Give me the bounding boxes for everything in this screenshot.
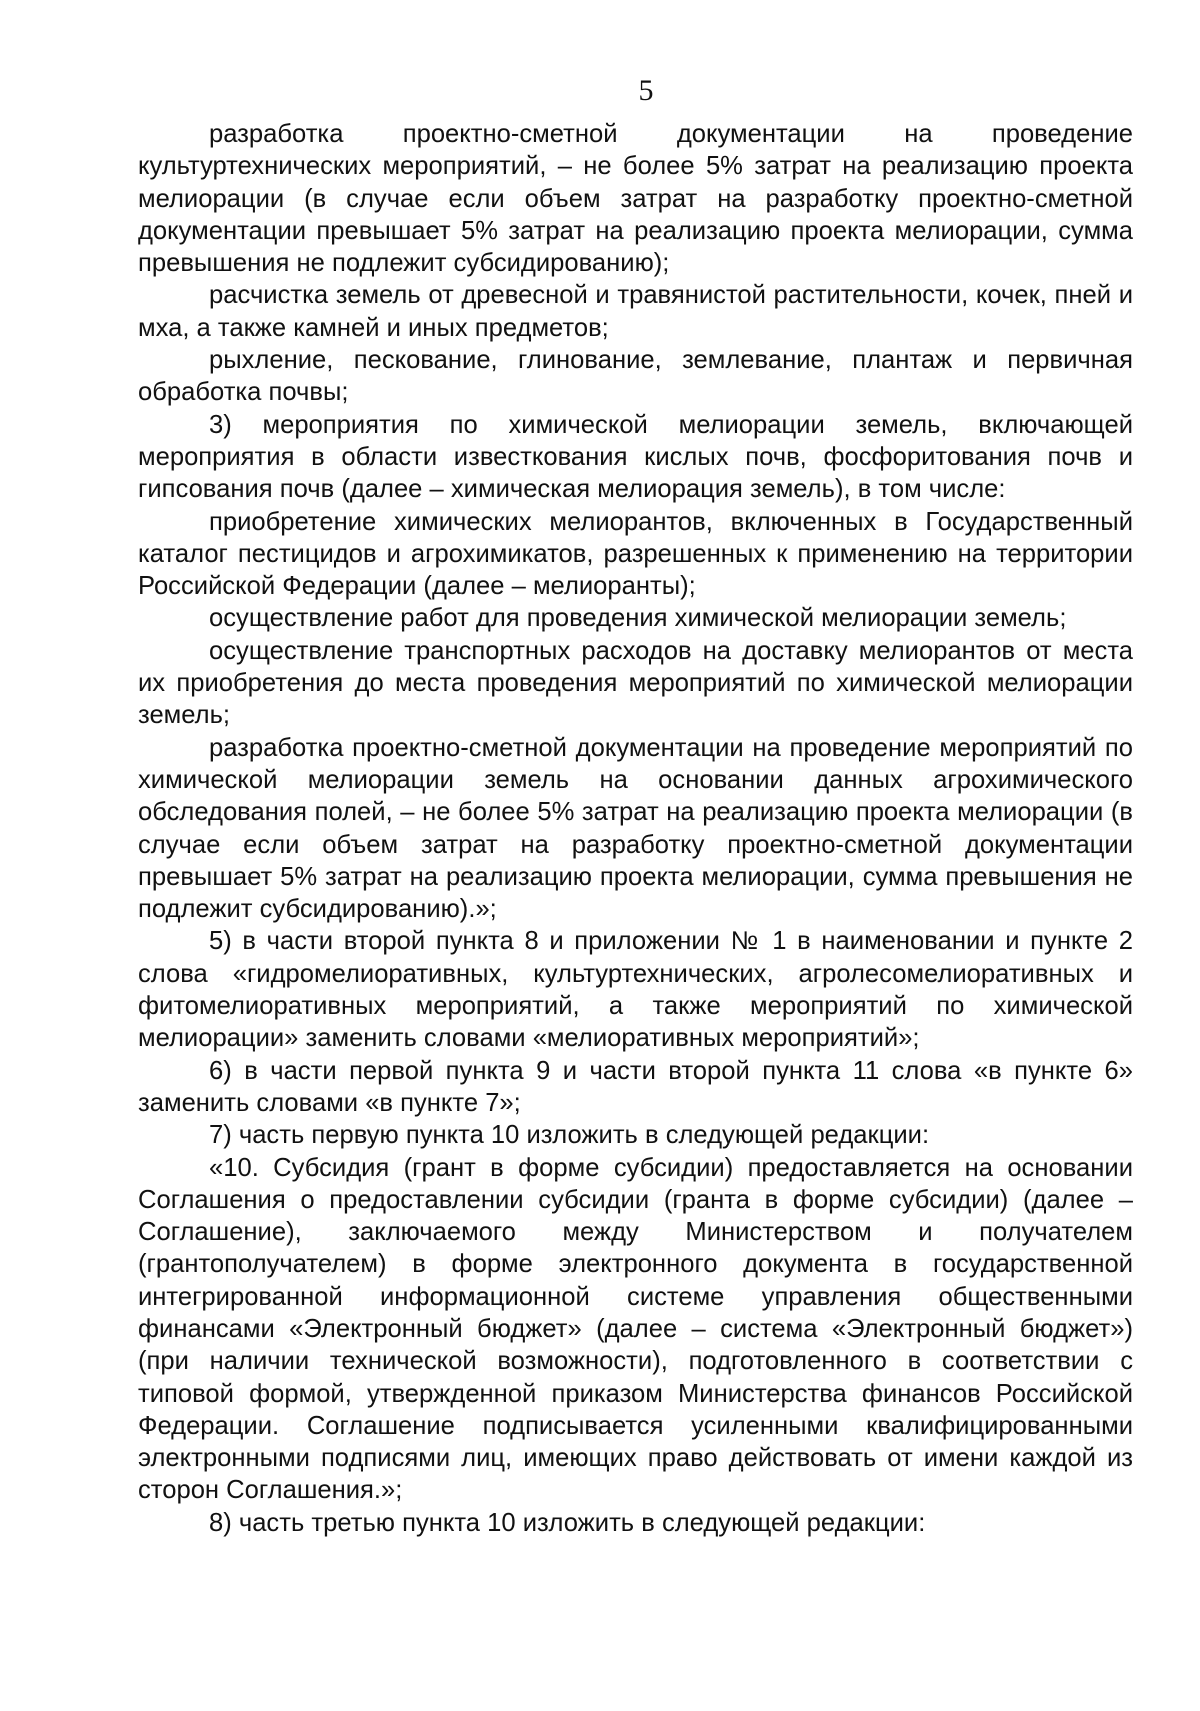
paragraph-soil-loosening: рыхление, пескование, глинование, землевание, плантаж и первичная обработка почвы; [138, 346, 1133, 407]
paragraph-design-documentation-chemical: разработка проектно-сметной документации на проведение мероприятий по химической мелиорации земель на основании данных агрохимического обследования полей, – не более 5% затрат на реализацию проекта мелиорации (в случае если объем затрат на разработку проектно-сметной документации превышает 5% затрат на реализацию проекта мелиорации, сумма превышения не подлежит субсидированию).»; [138, 733, 1133, 924]
paragraph-item-6: 6) в части первой пункта 9 и части второй пункта 11 слова «в пункте 6» заменить словами «в пункте 7»; [138, 1056, 1133, 1117]
paragraph-chemical-works: осуществление работ для проведения химической мелиорации земель; [209, 604, 1067, 633]
paragraph-item-8: 8) часть третью пункта 10 изложить в следующей редакции: [209, 1508, 926, 1537]
paragraph-land-clearing: расчистка земель от древесной и травянистой растительности, кочек, пней и мха, а также камней и иных предметов; [138, 281, 1133, 342]
document-body [138, 118, 1133, 1539]
paragraph-item-7: 7) часть первую пункта 10 изложить в следующей редакции: [209, 1121, 930, 1150]
paragraph-design-documentation-culturtech: разработка проектно-сметной документации на проведение культуртехнических мероприятий, – не более 5% затрат на реализацию проекта мелиорации (в случае если объем затрат на разработку проектно-сметной документации превышает 5% затрат на реализацию проекта мелиорации, сумма превышения не подлежит субсидированию); [138, 120, 1133, 278]
page-number: 5 [638, 74, 654, 107]
paragraph-clause-10-text: «10. Субсидия (грант в форме субсидии) предоставляется на основании Соглашения о предоставлении субсидии (гранта в форме субсидии) (далее – Соглашение), заключаемого между Министерством и получателем (грантополучателем) в форме электронного документа в государственной интегрированной информационной системе управления общественными финансами «Электронный бюджет» (далее – система «Электронный бюджет») (при наличии технической возможности), подготовленного в соответствии с типовой формой, утвержденной приказом Министерства финансов Российской Федерации. Соглашение подписывается усиленными квалифицированными электронными подписями лиц, имеющих право действовать от имени каждой из сторон Соглашения.»; [138, 1153, 1133, 1505]
paragraph-item-5: 5) в части второй пункта 8 и приложении № 1 в наименовании и пункте 2 слова «гидромелиоративных, культуртехнических, агролесомелиоративных и фитомелиоративных мероприятий, а также мероприятий по химической мелиорации» заменить словами «мелиоративных мероприятий»; [138, 927, 1133, 1053]
paragraph-transport-expenses: осуществление транспортных расходов на доставку мелиорантов от места их приобретения до места проведения мероприятий по химической мелиорации земель; [138, 636, 1133, 730]
paragraph-item-3-chemical-melioration: 3) мероприятия по химической мелиорации земель, включающей мероприятия в области известкования кислых почв, фосфоритования почв и гипсования почв (далее – химическая мелиорация земель), в том числе: [138, 410, 1133, 504]
paragraph-ameliorant-purchase: приобретение химических мелиорантов, включенных в Государственный каталог пестицидов и агрохимикатов, разрешенных к применению на территории Российской Федерации (далее – мелиоранты); [138, 507, 1133, 601]
